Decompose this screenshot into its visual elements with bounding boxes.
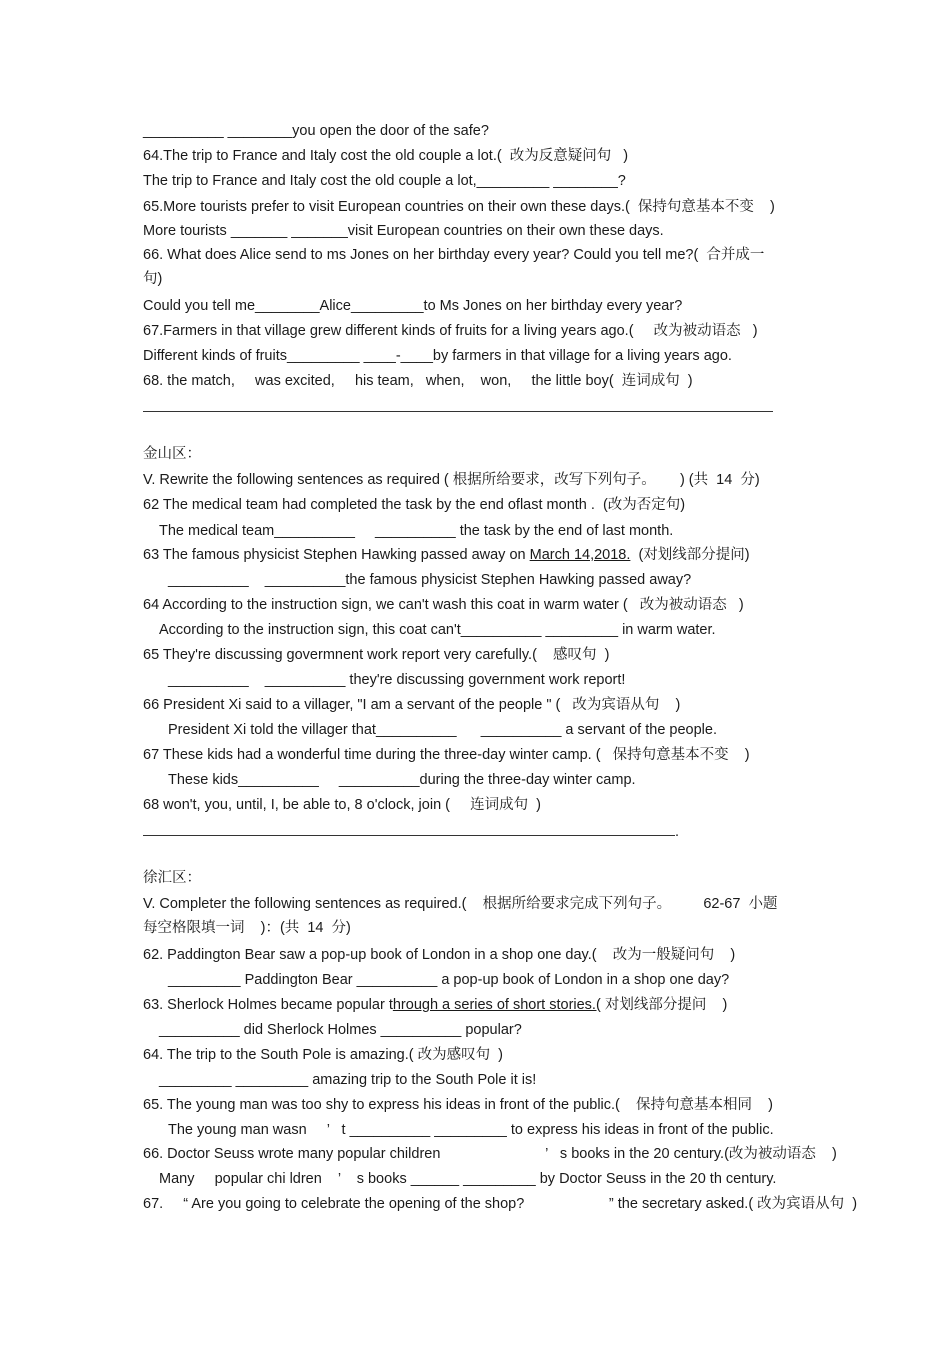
xh-answer-63: __________ did Sherlock Holmes __________ popular? xyxy=(159,1022,522,1038)
answer-line-65: More tourists _______ _______visit European countries on their own these days. xyxy=(143,223,664,239)
js-answer-66: President Xi told the villager that__________ __________ a servant of the people. xyxy=(168,722,717,738)
answer-line-67: Different kinds of fruits_________ ____-____by farmers in that village for a living years ago. xyxy=(143,348,732,364)
question-66: 66. What does Alice send to ms Jones on her birthday every year? Could you tell me?( 合并成一 xyxy=(143,247,765,263)
js-question-63: 63 The famous physicist Stephen Hawking passed away on March 14,2018. (对划线部分提问) xyxy=(143,547,750,563)
question-68: 68. the match, was excited, his team, when, won, the little boy( 连词成句 ) xyxy=(143,373,693,389)
xh-question-67: 67. “ Are you going to celebrate the opening of the shop? ” the secretary asked.( 改为宾语从句 ) xyxy=(143,1196,858,1212)
xh-answer-65: The young man wasn ’ t __________ _________ to express his ideas in front of the public. xyxy=(168,1122,774,1138)
period-mark: . xyxy=(675,824,680,840)
xh-question-66: 66. Doctor Seuss wrote many popular children ’ s books in the 20 century.(改为被动语态 ) xyxy=(143,1146,837,1162)
xh-answer-64: _________ _________ amazing trip to the South Pole it is! xyxy=(159,1072,537,1088)
answer-line-64: The trip to France and Italy cost the old couple a lot,_________ ________? xyxy=(143,173,626,189)
question-65: 65.More tourists prefer to visit European countries on their own these days.( 保持句意基本不变 ) xyxy=(143,199,775,215)
xh-answer-66: Many popular chi ldren ’ s books ______ _________ by Doctor Seuss in the 20 th century. xyxy=(159,1171,777,1187)
section-instructions-jinshan: V. Rewrite the following sentences as required ( 根据所给要求，改写下列句子。 ) (共 14 分) xyxy=(143,472,760,488)
js-answer-63: __________ __________the famous physicist Stephen Hawking passed away? xyxy=(168,572,692,588)
section-instructions-xuhui: V. Completer the following sentences as required.( 根据所给要求完成下列句子。 62-67 小题 xyxy=(143,896,778,912)
answer-line-66: Could you tell me________Alice_________to Ms Jones on her birthday every year? xyxy=(143,298,683,314)
js-answer-64: According to the instruction sign, this coat can't__________ _________ in warm water. xyxy=(159,622,716,638)
section-heading-xuhui: 徐汇区： xyxy=(143,870,201,886)
xh-question-62: 62. Paddington Bear saw a pop-up book of London in a shop one day.( 改为一般疑问句 ) xyxy=(143,947,736,963)
js-question-64: 64 According to the instruction sign, we can't wash this coat in warm water ( 改为被动语态 ) xyxy=(143,597,744,613)
js-question-68: 68 won't, you, until, I, be able to, 8 o'clock, join ( 连词成句 ) xyxy=(143,797,542,813)
js-question-62: 62 The medical team had completed the task by the end oflast month . (改为否定句) xyxy=(143,497,686,513)
js-answer-62: The medical team__________ __________ the task by the end of last month. xyxy=(159,523,674,539)
js-question-66: 66 President Xi said to a villager, "I am a servant of the people " ( 改为宾语从句 ) xyxy=(143,697,681,713)
question-67: 67.Farmers in that village grew different kinds of fruits for a living years ago.( 改为被动语态 ) xyxy=(143,323,758,339)
js-question-65: 65 They're discussing govermnent work report very carefully.( 感叹句 ) xyxy=(143,647,610,663)
js-answer-rule-68 xyxy=(143,835,675,836)
section-heading-jinshan: 金山区： xyxy=(143,446,201,462)
answer-rule-68 xyxy=(143,411,773,412)
question-66-cont: 句) xyxy=(143,271,163,287)
xh-question-65: 65. The young man was too shy to express his ideas in front of the public.( 保持句意基本相同 ) xyxy=(143,1097,773,1113)
xh-question-63: 63. Sherlock Holmes became popular through a series of short stories.( 对划线部分提问 ) xyxy=(143,997,728,1013)
section-instructions-xuhui-cont: 每空格限填一词 )：(共 14 分) xyxy=(143,920,351,936)
answer-line-63: __________ ________you open the door of the safe? xyxy=(143,123,489,139)
xh-answer-62: _________ Paddington Bear __________ a pop-up book of London in a shop one day? xyxy=(168,972,730,988)
js-answer-65: __________ __________ they're discussing government work report! xyxy=(168,672,626,688)
js-question-67: 67 These kids had a wonderful time during the three-day winter camp. ( 保持句意基本不变 ) xyxy=(143,747,750,763)
underlined-date: March 14,2018. xyxy=(529,547,631,563)
question-64: 64.The trip to France and Italy cost the old couple a lot.( 改为反意疑问句 ) xyxy=(143,148,629,164)
xh-question-64: 64. The trip to the South Pole is amazing.( 改为感叹句 ) xyxy=(143,1047,503,1063)
underlined-phrase: hrough a series of short stories.( xyxy=(392,997,601,1013)
js-answer-67: These kids__________ __________during the three-day winter camp. xyxy=(168,772,636,788)
